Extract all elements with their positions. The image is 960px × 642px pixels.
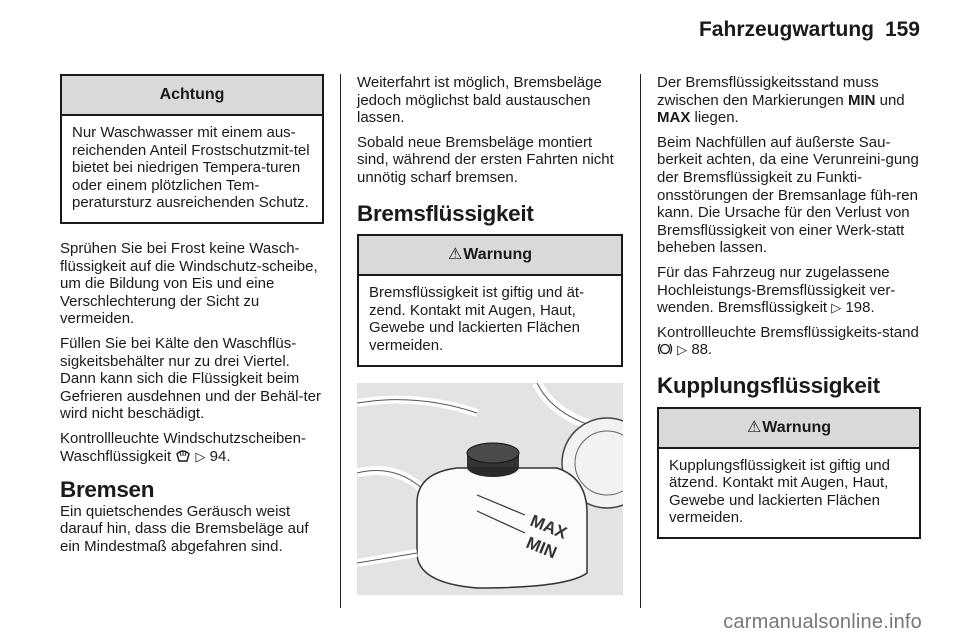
brake-fluid-reservoir-illustration bbox=[357, 383, 623, 595]
watermark: carmanualsonline.info bbox=[723, 611, 922, 633]
paragraph-approved-fluid: Für das Fahrzeug nur zugelassene Hochleistungs-Bremsflüssigkeit ver-wenden. Bremsflüssigkeit ▷ 198. bbox=[657, 263, 896, 317]
heading-kupplungsfluessigkeit: Kupplungsflüssigkeit bbox=[657, 372, 880, 398]
warning-box-clutch bbox=[657, 407, 921, 539]
heading-bremsfluessigkeit: Bremsflüssigkeit bbox=[357, 200, 534, 226]
paragraph-cold: Füllen Sie bei Kälte den Waschflüs-sigkeitsbehälter nur zu drei Viertel. Dann kann sich die Flüssigkeit beim Gefrieren ausdehnen und der Behäl-ter wird nicht beschädigt. bbox=[60, 334, 322, 423]
page-reference[interactable]: 88. bbox=[691, 341, 713, 359]
paragraph-new-pads: Sobald neue Bremsbeläge montiert sind, während der ersten Fahrten nicht unnötig scharf bremsen. bbox=[357, 133, 614, 186]
paragraph-continue: Weiterfahrt ist möglich, Bremsbeläge jedoch möglichst bald austauschen lassen. bbox=[357, 74, 602, 127]
page-reference[interactable]: 198. bbox=[845, 299, 875, 317]
paragraph-brake-indicator: Kontrollleuchte Bremsflüssigkeits-stand ▷ 88. bbox=[657, 323, 919, 359]
max-label: MAX bbox=[527, 510, 570, 543]
paragraph-fluid-level: Der Bremsflüssigkeitsstand muss zwischen den Markierungen MIN und MAX liegen. bbox=[657, 74, 905, 127]
paragraph-squeal: Ein quietschendes Geräusch weist darauf hin, dass die Bremsbeläge auf ein Mindestmaß abgefahren sind. bbox=[60, 502, 309, 555]
washer-indicator-text: Kontrollleuchte Windschutzscheiben-Waschflüssigkeit bbox=[60, 429, 306, 465]
keyword-min: MIN bbox=[847, 91, 876, 109]
column-1 bbox=[60, 74, 324, 562]
keyword-max: MAX bbox=[657, 109, 691, 127]
column-3 bbox=[657, 74, 921, 555]
column-divider bbox=[340, 74, 341, 608]
warning-heading: Warnung bbox=[762, 418, 832, 436]
chapter-title: Fahrzeugwartung bbox=[698, 18, 874, 41]
warning-triangle-icon: ⚠ bbox=[447, 246, 463, 264]
page-header bbox=[0, 18, 960, 48]
warning-box-brake bbox=[357, 234, 623, 366]
warning-triangle-icon: ⚠ bbox=[746, 418, 762, 436]
warning-text: Bremsflüssigkeit ist giftig und ät-zend. Kontakt mit Augen, Haut, Gewebe und lackierten Flächen vermeiden. bbox=[369, 284, 585, 354]
triangle-right-icon[interactable]: ▷ bbox=[677, 342, 688, 358]
warning-heading: Warnung bbox=[463, 246, 533, 264]
paragraph-washer-indicator bbox=[60, 430, 324, 465]
triangle-right-icon[interactable]: ▷ bbox=[195, 448, 206, 464]
paragraph-frost: Sprühen Sie bei Frost keine Wasch-flüssigkeit auf die Windschutz-scheibe, um die Bildung von Eis und eine Verschlechterung der Sicht zu vermeiden. bbox=[60, 239, 318, 328]
caution-text: Nur Waschwasser mit einem aus-reichenden Anteil Frostschutzmit-tel bietet bei niedrigen Tempera-turen oder einem plötzlichen Tem-peratursturz ausreichenden Schutz. bbox=[72, 124, 310, 212]
page-number: 159 bbox=[884, 18, 920, 41]
column-2 bbox=[357, 74, 623, 595]
caution-box bbox=[60, 74, 324, 224]
heading-bremsen: Bremsen bbox=[60, 477, 155, 503]
column-divider bbox=[640, 74, 641, 608]
paragraph-cleanliness: Beim Nachfüllen auf äußerste Sau-berkeit achten, da eine Verunreini-gung der Bremsflüssigkeit zu Funkti-onsstörungen der Bremsanlage füh-ren kann. Die Ursache für den Verlust von Bremsflüssigkeit von einer Werk-statt beheben lassen. bbox=[657, 133, 919, 257]
page-reference[interactable]: 94. bbox=[209, 447, 231, 465]
brake-warning-icon bbox=[657, 342, 673, 356]
triangle-right-icon[interactable]: ▷ bbox=[831, 300, 842, 316]
min-label: MIN bbox=[523, 532, 560, 562]
caution-heading: Achtung bbox=[62, 76, 322, 116]
washer-fluid-icon bbox=[175, 449, 191, 463]
warning-text: Kupplungsflüssigkeit ist giftig und ätzend. Kontakt mit Augen, Haut, Gewebe und lackierten Flächen vermeiden. bbox=[669, 456, 890, 527]
